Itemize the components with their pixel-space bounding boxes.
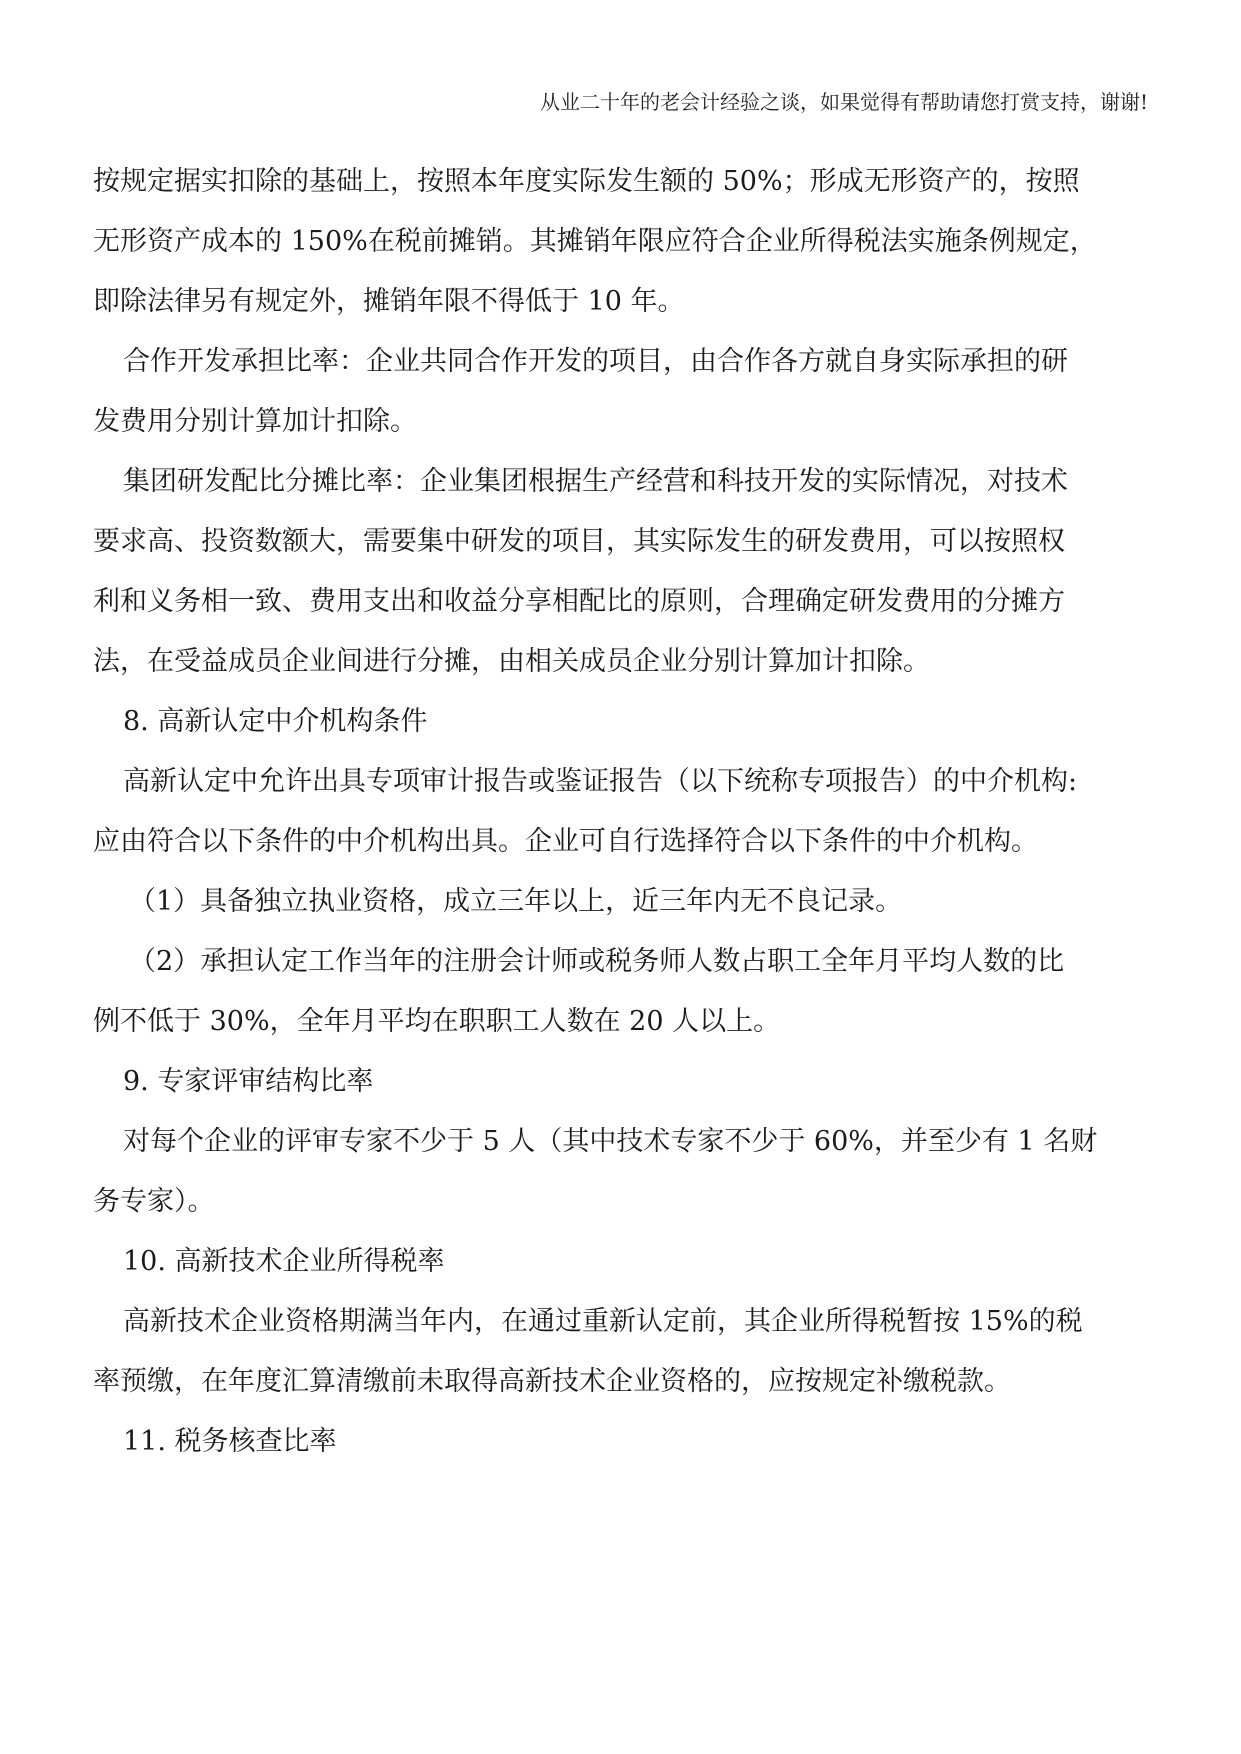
body-line: 率预缴，在年度汇算清缴前未取得高新技术企业资格的，应按规定补缴税款。 bbox=[93, 1366, 1011, 1397]
body-line: 法，在受益成员企业间进行分摊，由相关成员企业分别计算加计扣除。 bbox=[93, 646, 930, 677]
body-line: 要求高、投资数额大，需要集中研发的项目，其实际发生的研发费用，可以按照权 bbox=[93, 526, 1065, 557]
paragraph-start-line: 合作开发承担比率：企业共同合作开发的项目，由合作各方就自身实际承担的研 bbox=[123, 346, 1068, 377]
body-line: 按规定据实扣除的基础上，按照本年度实际发生额的 50%；形成无形资产的，按照 bbox=[93, 166, 1080, 197]
body-line: 利和义务相一致、费用支出和收益分享相配比的原则，合理确定研发费用的分摊方 bbox=[93, 586, 1065, 617]
body-line: 即除法律另有规定外，摊销年限不得低于 10 年。 bbox=[93, 286, 685, 317]
body-line: 无形资产成本的 150%在税前摊销。其摊销年限应符合企业所得税法实施条例规定， bbox=[93, 226, 1097, 257]
paragraph-start-line: 高新技术企业资格期满当年内，在通过重新认定前，其企业所得税暂按 15%的税 bbox=[123, 1306, 1083, 1337]
list-item: （2）承担认定工作当年的注册会计师或税务师人数占职工全年月平均人数的比 bbox=[129, 946, 1065, 977]
body-line: 应由符合以下条件的中介机构出具。企业可自行选择符合以下条件的中介机构。 bbox=[93, 826, 1038, 857]
section-heading: 10. 高新技术企业所得税率 bbox=[123, 1246, 445, 1277]
document-body bbox=[93, 152, 1148, 1472]
page-header: 从业二十年的老会计经验之谈，如果觉得有帮助请您打赏支持，谢谢! bbox=[539, 90, 1148, 114]
paragraph-start-line: 对每个企业的评审专家不少于 5 人（其中技术专家不少于 60%，并至少有 1 名财 bbox=[123, 1126, 1098, 1157]
list-item: （1）具备独立执业资格，成立三年以上，近三年内无不良记录。 bbox=[129, 886, 903, 917]
section-heading: 8. 高新认定中介机构条件 bbox=[123, 706, 428, 737]
paragraph-start-line: 高新认定中允许出具专项审计报告或鉴证报告（以下统称专项报告）的中介机构: bbox=[123, 766, 1078, 797]
section-heading: 9. 专家评审结构比率 bbox=[123, 1066, 374, 1097]
section-heading: 11. 税务核查比率 bbox=[123, 1426, 337, 1457]
body-line: 发费用分别计算加计扣除。 bbox=[93, 406, 417, 437]
body-line: 例不低于 30%，全年月平均在职职工人数在 20 人以上。 bbox=[93, 1006, 781, 1037]
paragraph-start-line: 集团研发配比分摊比率：企业集团根据生产经营和科技开发的实际情况，对技术 bbox=[123, 466, 1068, 497]
body-line: 务专家）。 bbox=[93, 1186, 215, 1217]
